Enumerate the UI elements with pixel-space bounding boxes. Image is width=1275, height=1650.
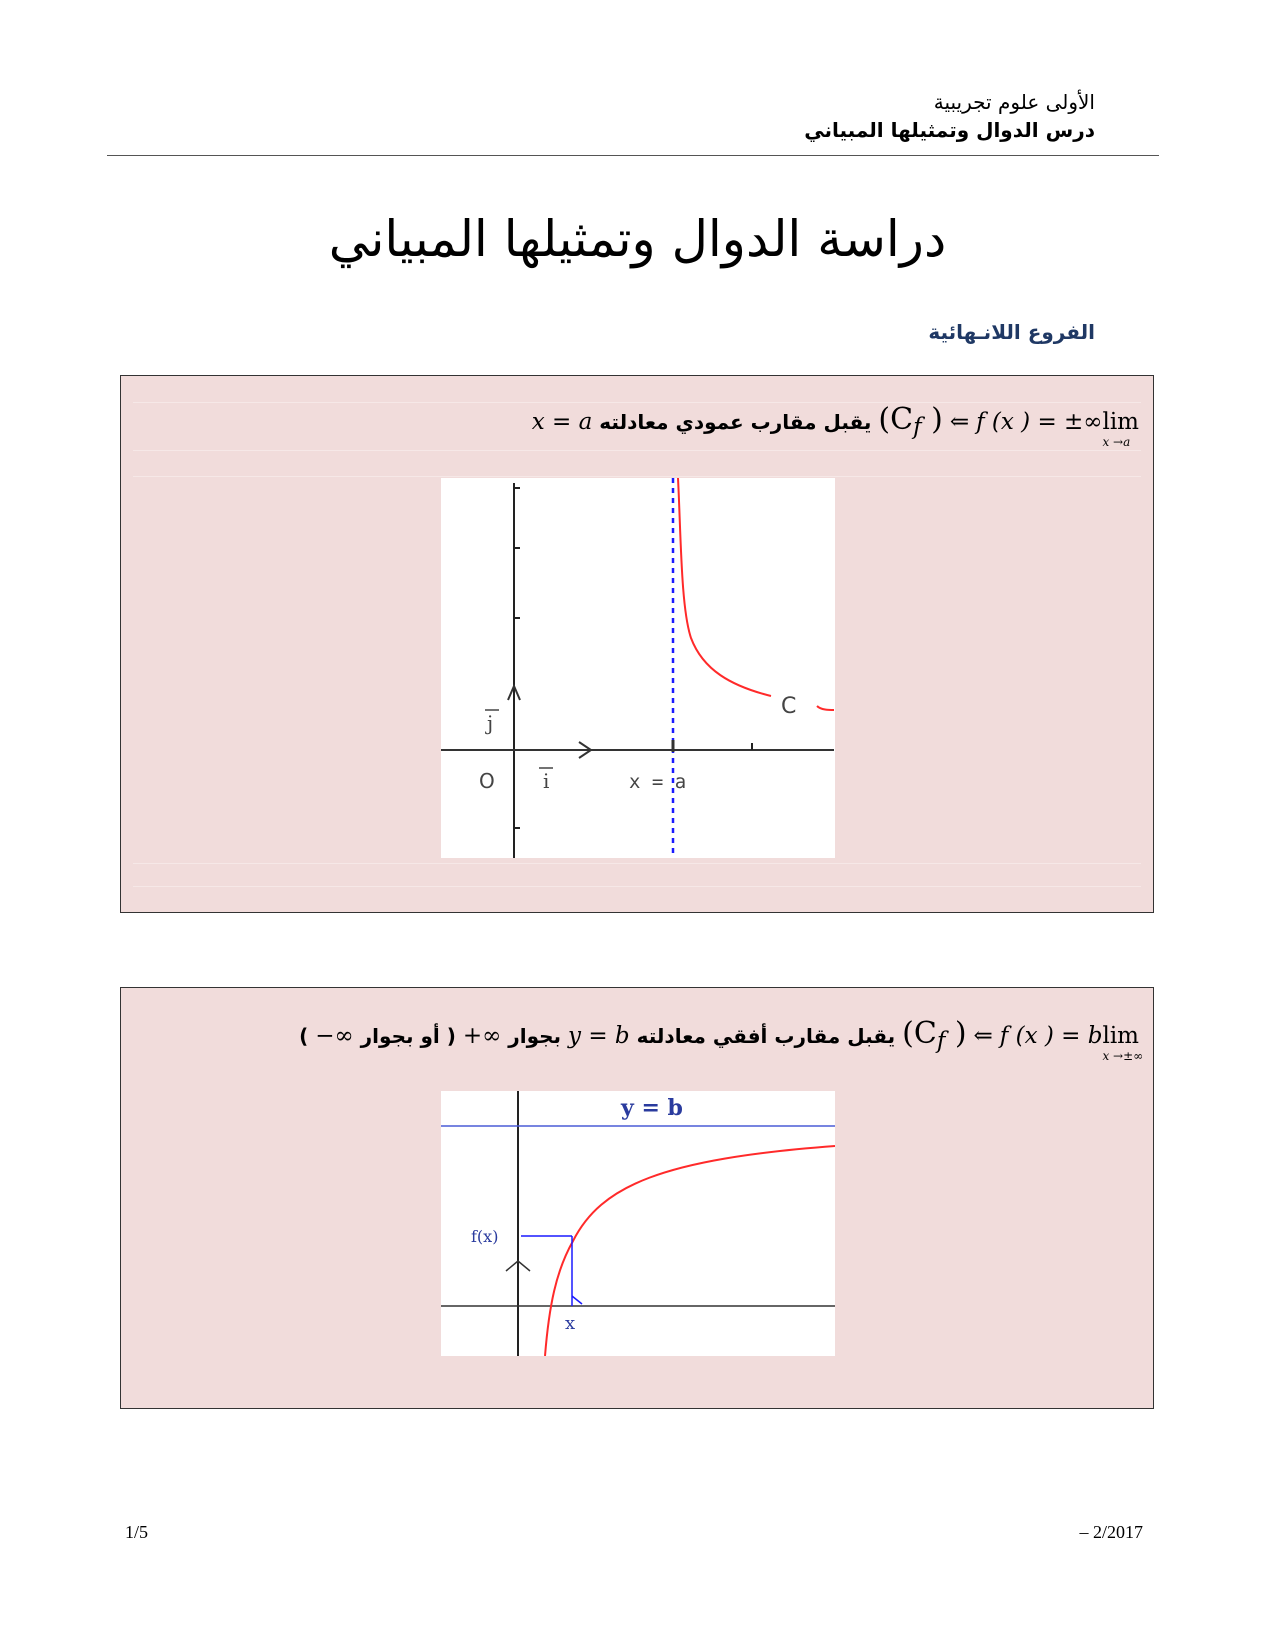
minus-infinity: −∞ [315,1023,354,1049]
curve-symbol: ($C_f$ ) [902,1016,967,1054]
page-header [804,88,1095,144]
statement-text: يقبل مقارب أفقي معادلته [636,1024,896,1048]
vertical-asymptote-box [120,375,1154,913]
vertical-asymptote-rule [531,402,1139,449]
statement-text: يقبل مقارب عمودي معادلته [599,410,872,434]
limit-expression: f (x ) = b [999,1023,1103,1049]
asymptote-equation: x = a [531,409,593,435]
asymptote-equation: y = b [568,1023,630,1049]
limit-subscript: x →±∞ [1102,1049,1144,1063]
vertical-asymptote-figure [441,478,835,858]
curve-symbol: ($C_f$ ) [878,402,943,440]
limit-subscript: x →a [1102,435,1131,449]
page-title: دراسة الدوال وتمثيلها المبياني [328,210,947,268]
plus-infinity: +∞ [462,1023,502,1049]
curve-c [678,478,771,696]
header-level: الأولى علوم تجريبية [933,90,1095,114]
horizontal-asymptote-figure [441,1091,835,1356]
section-title: الفروع اللانـهائية [928,320,1095,344]
fx-label: f(x) [471,1227,499,1246]
curve-c [545,1146,835,1356]
limit-operator: lim x →±∞ [1102,1023,1144,1063]
header-lesson: درس الدوال وتمثيلها المبياني [804,118,1095,142]
j-vector-label: j [487,711,494,735]
horizontal-asymptote-box [120,987,1154,1409]
asymptote-label: x = a [629,771,687,793]
curve-label: C [781,694,797,719]
closing-paren: ) [299,1024,309,1048]
asymptote-label: y = b [621,1095,683,1121]
footer-year: – 2/2017 [1079,1522,1143,1542]
near-text: بجوار [508,1024,562,1048]
header-divider [107,155,1159,156]
limit-operator: lim x →a [1102,409,1139,449]
page-number: 1/5 [125,1522,149,1542]
or-near-text: ( أو بجوار [360,1024,456,1048]
implies-arrow: ⇐ [973,1023,993,1049]
implies-arrow: ⇐ [949,409,970,435]
origin-label: O [479,769,495,793]
x-label: x [565,1313,576,1334]
i-vector-label: i [543,769,550,793]
horizontal-asymptote-rule [299,1016,1144,1063]
limit-expression: f (x ) = ±∞ [976,409,1103,435]
